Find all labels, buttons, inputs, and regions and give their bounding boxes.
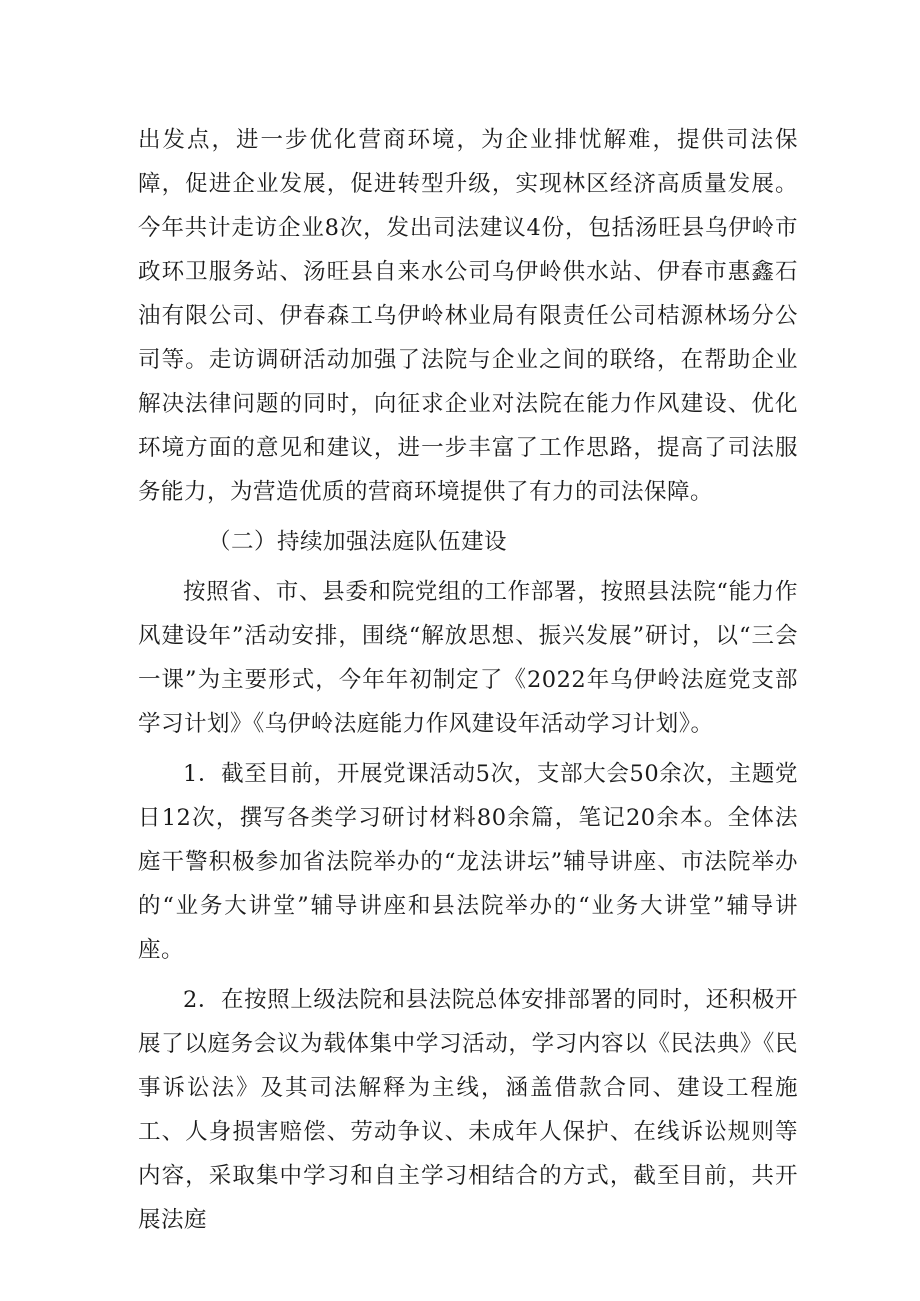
paragraph-item-2: 2．在按照上级法院和县法院总体安排部署的同时，还积极开展了以庭务会议为载体集中学习活动，学习内容以《民法典》《民事诉讼法》及其司法解释为主线，涵盖借款合同、建设工程施工、人身损害赔偿、劳动争议、未成年人保护、在线诉讼规则等内容，采取集中学习和自主学习相结合的方式，截至目前，共开展法庭 xyxy=(138,987,798,1233)
section-heading-team-building: （二）持续加强法庭队伍建设 xyxy=(208,529,508,555)
document-body xyxy=(138,118,798,1242)
paragraph-business-environment: 出发点，进一步优化营商环境，为企业排忧解难，提供司法保障，促进企业发展，促进转型升级，实现林区经济高质量发展。今年共计走访企业8次，发出司法建议4份，包括汤旺县乌伊岭市政环卫服务站、汤旺县自来水公司乌伊岭供水站、伊春市惠鑫石油有限公司、伊春森工乌伊岭林业局有限责任公司桔源林场分公司等。走访调研活动加强了法院与企业之间的联络，在帮助企业解决法律问题的同时，向征求企业对法院在能力作风建设、优化环境方面的意见和建议，进一步丰富了工作思路，提高了司法服务能力，为营造优质的营商环境提供了有力的司法保障。 xyxy=(138,127,798,505)
paragraph-item-1: 1．截至目前，开展党课活动5次，支部大会50余次，主题党日12次，撰写各类学习研讨材料80余篇，笔记20余本。全体法庭干警积极参加省法院举办的“龙法讲坛”辅导讲座、市法院举办的“业务大讲堂”辅导讲座和县法院举办的“业务大讲堂”辅导讲座。 xyxy=(138,761,798,963)
paragraph-work-deployment: 按照省、市、县委和院党组的工作部署，按照县法院“能力作风建设年”活动安排，围绕“解放思想、振兴发展”研讨，以“三会一课”为主要形式，今年年初制定了《2022年乌伊岭法庭党支部学习计划》《乌伊岭法庭能力作风建设年活动学习计划》。 xyxy=(138,579,798,737)
